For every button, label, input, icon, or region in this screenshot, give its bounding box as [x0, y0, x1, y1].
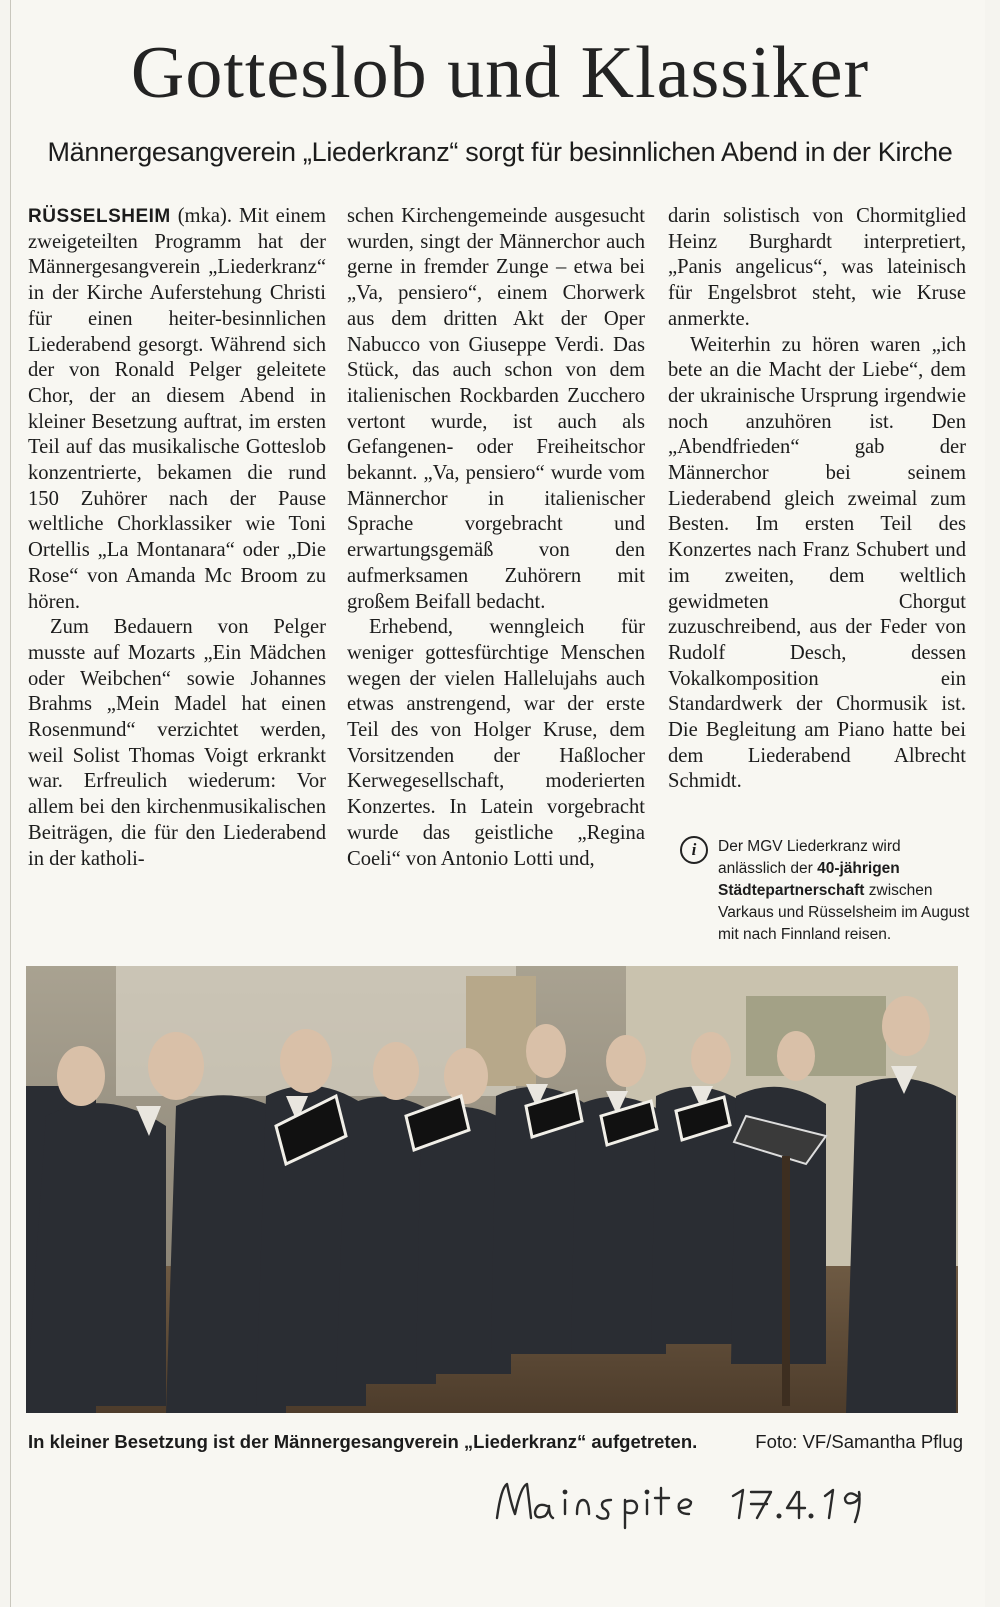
- info-icon: i: [680, 836, 708, 864]
- column-3-paragraph-2: Weiterhin zu hören waren „ich bete an die Macht der Liebe“, dem der ukrainische Ursprung irgendwie noch anzuhören ist. Den „Abendfrieden“ gab der Männerchor bei seinem Liederabend gleich zweimal zum Besten. Im ersten Teil des Konzertes nach Franz Schubert und im zweiten, dem weltlich gewidmeten Chorgut zuzuschreibend, aus der Feder von Rudolf Desch, dessen Vokalkomposition ein Standardwerk der Chormusik ist. Die Begleitung am Piano hatte bei dem Liederabend Albrecht Schmidt.: [668, 333, 966, 793]
- choir-photo-illustration: [26, 966, 958, 1413]
- column-1-paragraph-1-text: (mka). Mit einem zweigeteilten Programm hat der Männergesangverein „Liederkranz“ in der Kirche Auferstehung Christi für einen heiter-besinnlichen Liederabend gesorgt. Während sich der von Ronald Pelger geleitete Chor, der an diesem Abend in kleiner Besetzung auftrat, im ersten Teil auf das musikalische Gotteslob konzentrierte, bekamen die rund 150 Zuhörer nach der Pause weltliche Chorklassiker wie Toni Ortellis „La Montanara“ oder „Die Rose“ von Amanda Mc Broom zu hören.: [28, 205, 326, 613]
- info-highlight: 40-jährigen Städtepartnerschaft: [718, 860, 900, 899]
- article-column-3: [668, 204, 966, 795]
- photo-caption: [28, 1430, 963, 1454]
- column-1-paragraph-2: Zum Bedauern von Pelger musste auf Mozarts „Ein Mädchen oder Weibchen“ sowie Johannes Brahms „Mein Madel hat einen Rosenmund“ verzichtet werden, weil Solist Thomas Voigt erkrankt war. Erfreulich wiederum: Vor allem bei den kirchenmusikalischen Beiträgen, die für den Liederabend in der katholi-: [28, 616, 326, 870]
- column-1-paragraph-1: [28, 204, 326, 615]
- photo-credit: Foto: VF/Samantha Pflug: [755, 1431, 963, 1452]
- svg-text:Mainspitze 17.4.19: Mainspitze 17.4.19: [485, 1470, 493, 1471]
- choir-photo: [26, 966, 958, 1413]
- article-subheadline: Männergesangverein „Liederkranz“ sorgt für besinnlichen Abend in der Kirche: [47, 137, 953, 167]
- handwritten-source-note: [485, 1470, 935, 1530]
- article-headline: Gotteslob und Klassiker: [130, 32, 870, 114]
- clipping-edge: [10, 0, 11, 1607]
- dateline: RÜSSELSHEIM: [28, 206, 171, 227]
- column-2-paragraph-1: schen Kirchengemeinde ausgesucht wurden, singt der Männerchor auch gerne in fremder Zunge – etwa bei „Va, pensiero“, einem Chorwerk aus dem dritten Akt der Oper Nabucco von Giuseppe Verdi. Das Stück, das auch schon von dem italienischen Rockbarden Zucchero vertont wurde, ist auch als Gefangenen- oder Freiheitschor bekannt. „Va, pensiero“ wurde vom Männerchor in italienischer Sprache vorgebracht und erwartungsgemäß von den aufmerksamen Zuhörern mit großem Beifall bedacht.: [347, 205, 645, 613]
- column-3-paragraph-1: darin solistisch von Chormitglied Heinz Burghardt interpretiert, „Panis angelicus“, was lateinisch für Engelsbrot steht, wie Kruse anmerkte.: [668, 205, 966, 330]
- column-2-paragraph-2: Erhebend, wenngleich für weniger gottesfürchtige Menschen wegen der vielen Hallelujahs auch etwas anstrengend, war der erste Teil des von Holger Kruse, dem Vorsitzenden der Haßlocher Kerwegesellschaft, moderierten Konzertes. In Latein vorgebracht wurde das geistliche „Regina Coeli“ von Antonio Lotti und,: [347, 616, 645, 870]
- article-column-2: [347, 204, 645, 872]
- info-text: Der MGV Liederkranz wird anlässlich der 40-jährigen Städtepartnerschaft zwischen Varkaus und Rüsselsheim im August mit nach Finnland reisen.: [718, 838, 970, 943]
- caption-text: In kleiner Besetzung ist der Männergesangverein „Liederkranz“ aufgetreten.: [28, 1431, 698, 1452]
- article-column-1: [28, 204, 326, 872]
